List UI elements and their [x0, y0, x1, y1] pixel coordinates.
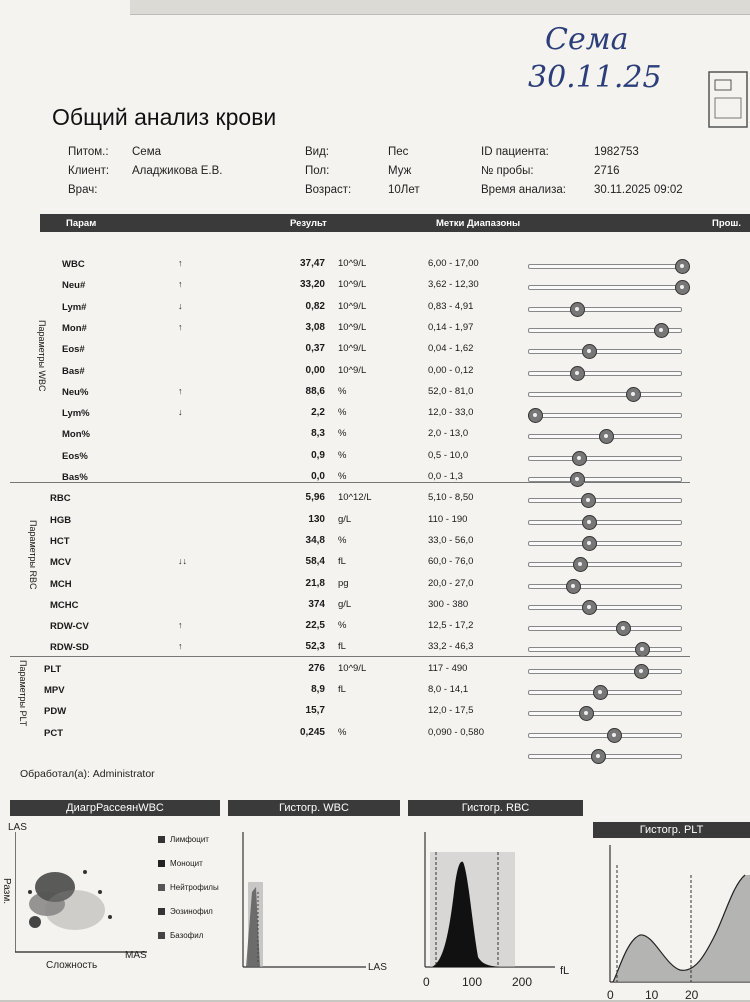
param-value: 3,08	[305, 321, 325, 333]
plt-tick-10: 10	[645, 988, 659, 1002]
param-value: 0,245	[299, 726, 325, 738]
param-value: 8,3	[311, 428, 325, 440]
param-range: 12,0 - 33,0	[428, 407, 474, 419]
param-name: MCHC	[50, 599, 79, 611]
param-unit: 10^9/L	[338, 662, 367, 674]
range-slider	[528, 690, 682, 695]
result-row	[0, 276, 750, 297]
result-row	[0, 489, 750, 510]
sample-value: 2716	[594, 165, 620, 177]
range-slider	[528, 328, 682, 333]
species-label: Вид:	[305, 146, 329, 158]
param-name: Mon%	[62, 429, 90, 441]
rbc-tick-200: 200	[512, 975, 533, 989]
result-row	[0, 340, 750, 361]
result-row	[0, 724, 750, 745]
range-marker	[591, 749, 606, 764]
range-marker	[573, 557, 588, 572]
param-unit: %	[338, 726, 347, 738]
range-slider	[528, 307, 682, 312]
range-slider	[528, 498, 682, 503]
param-value: 22,5	[305, 620, 325, 632]
age-value: 10Лет	[388, 184, 420, 196]
rbc-histogram	[420, 832, 560, 972]
param-name: Lym%	[62, 408, 90, 420]
page-title: Общий анализ крови	[52, 104, 277, 130]
result-row	[0, 660, 750, 681]
rbc-tick-0: 0	[423, 975, 430, 989]
result-row	[0, 447, 750, 468]
range-slider	[528, 733, 682, 738]
result-row	[0, 532, 750, 553]
legend-label: Эозинофил	[170, 907, 213, 916]
param-unit: %	[338, 449, 347, 461]
param-flag: ↓	[178, 407, 183, 418]
pet-value: Сема	[132, 146, 162, 158]
param-unit: 10^9/L	[338, 364, 367, 376]
param-value: 15,7	[305, 705, 325, 717]
param-range: 60,0 - 76,0	[428, 556, 474, 568]
header-param: Парам	[66, 218, 97, 229]
range-marker	[582, 600, 597, 615]
param-value: 2,2	[311, 407, 325, 419]
range-marker	[599, 429, 614, 444]
legend-swatch	[158, 836, 165, 843]
param-name: PCT	[44, 727, 63, 739]
param-unit: 10^9/L	[338, 300, 367, 312]
header-other: Прош.	[712, 218, 741, 229]
scatter-x-label: Сложность	[46, 960, 98, 971]
rbc-tick-100: 100	[462, 975, 483, 989]
range-marker	[582, 515, 597, 530]
sex-value: Муж	[388, 165, 412, 177]
param-name: HCT	[50, 535, 70, 547]
legend-swatch	[158, 932, 165, 939]
param-unit: 10^9/L	[338, 279, 367, 291]
result-row	[0, 255, 750, 276]
client-label: Клиент:	[68, 165, 110, 177]
result-row	[0, 511, 750, 532]
result-row	[0, 575, 750, 596]
param-range: 0,00 - 0,12	[428, 364, 474, 376]
result-row	[0, 362, 750, 383]
param-name: MPV	[44, 685, 65, 696]
legend-swatch	[158, 884, 165, 891]
param-value: 0,00	[305, 364, 325, 376]
param-unit: %	[338, 407, 347, 419]
plt-histogram	[605, 845, 750, 985]
client-value: Аладжикова Е.В.	[132, 165, 223, 177]
param-unit: 10^9/L	[338, 258, 367, 269]
param-unit: 10^9/L	[338, 343, 367, 355]
param-name: WBC	[62, 259, 85, 270]
param-unit: %	[338, 385, 347, 397]
scatter-y2-label: Разм.	[1, 878, 12, 905]
param-value: 37,47	[299, 258, 325, 269]
param-unit: 10^9/L	[338, 321, 367, 333]
group-label-wbc: Параметры WBC	[37, 320, 47, 392]
param-name: Eos#	[62, 344, 85, 356]
param-value: 21,8	[305, 577, 325, 589]
param-name: Bas%	[62, 472, 88, 483]
param-range: 0,5 - 10,0	[428, 449, 469, 461]
result-row	[0, 596, 750, 617]
param-unit: 10^12/L	[338, 492, 372, 504]
handwritten-date: 30.11.25	[528, 60, 662, 95]
param-flag: ↑	[178, 385, 183, 396]
range-marker	[570, 366, 585, 381]
param-range: 33,0 - 56,0	[428, 534, 474, 546]
rbc-histogram-header: Гистогр. RBC	[408, 800, 583, 816]
param-name: RDW-SD	[50, 642, 89, 654]
range-slider	[528, 392, 682, 397]
param-range: 110 - 190	[428, 513, 468, 525]
range-slider	[528, 669, 682, 674]
param-unit: %	[338, 620, 347, 632]
param-unit: pg	[338, 577, 349, 589]
param-name: Eos%	[62, 450, 88, 462]
param-range: 0,83 - 4,91	[428, 300, 474, 312]
result-row	[0, 319, 750, 340]
time-label: Время анализа:	[481, 184, 566, 196]
param-flag: ↑	[178, 620, 183, 631]
param-range: 3,62 - 12,30	[428, 279, 479, 291]
param-range: 33,2 - 46,3	[428, 641, 474, 653]
legend-label: Базофил	[170, 931, 204, 940]
age-label: Возраст:	[305, 184, 352, 196]
range-slider	[528, 562, 682, 567]
scatter-panel-header: ДиагрРассеянWBC	[10, 800, 220, 816]
param-range: 52,0 - 81,0	[428, 385, 474, 397]
scatter-x2-label: MAS	[125, 950, 147, 961]
range-slider	[528, 541, 682, 546]
result-row	[0, 383, 750, 404]
range-marker	[593, 685, 608, 700]
param-unit: %	[338, 428, 347, 440]
param-name: PDW	[44, 706, 67, 718]
param-flag: ↑	[178, 321, 183, 332]
param-flag: ↑	[178, 641, 183, 652]
range-marker	[616, 621, 631, 636]
param-range: 12,5 - 17,2	[428, 620, 474, 632]
range-slider	[528, 434, 682, 439]
result-row	[0, 617, 750, 638]
param-range: 6,00 - 17,00	[428, 258, 479, 269]
analyzer-logo	[705, 68, 750, 133]
range-slider	[528, 371, 682, 376]
legend-label: Моноцит	[170, 859, 203, 868]
range-slider	[528, 584, 682, 589]
param-value: 33,20	[299, 279, 325, 291]
param-unit: %	[338, 534, 347, 546]
param-flag: ↑	[178, 279, 183, 290]
group-divider-plt	[10, 656, 690, 657]
wbc-scatter-plot	[15, 832, 150, 954]
param-unit: g/L	[338, 598, 352, 610]
param-name: Mon#	[62, 322, 87, 334]
range-marker	[675, 259, 690, 274]
param-name: RBC	[50, 493, 71, 505]
range-marker	[581, 493, 596, 508]
range-slider	[528, 711, 682, 716]
range-slider	[528, 264, 682, 269]
range-marker	[634, 664, 649, 679]
range-slider	[528, 626, 682, 631]
range-marker	[675, 280, 690, 295]
scatter-y-label: LAS	[8, 822, 27, 833]
plt-tick-0: 0	[607, 988, 614, 1002]
wbc-histogram-header: Гистогр. WBC	[228, 800, 400, 816]
patient-id-label: ID пациента:	[481, 146, 549, 158]
rbc-axis-unit: fL	[560, 965, 570, 977]
range-slider	[528, 520, 682, 525]
param-range: 20,0 - 27,0	[428, 577, 474, 589]
range-slider	[528, 754, 682, 759]
range-slider	[528, 349, 682, 354]
patient-id-value: 1982753	[594, 146, 639, 158]
range-slider	[528, 285, 682, 290]
header-result: Результ	[290, 218, 327, 229]
legend-label: Нейтрофилы	[170, 883, 219, 892]
wbc-histogram	[238, 832, 398, 972]
legend-label: Лимфоцит	[170, 835, 209, 844]
param-value: 88,6	[305, 385, 325, 397]
processed-by: Обработал(а): Administrator	[20, 768, 155, 780]
param-value: 8,9	[311, 684, 325, 695]
range-marker	[570, 302, 585, 317]
time-value: 30.11.2025 09:02	[594, 184, 683, 196]
param-range: 0,0 - 1,3	[428, 471, 463, 482]
range-slider	[528, 413, 682, 418]
range-marker	[572, 451, 587, 466]
param-range: 0,04 - 1,62	[428, 343, 474, 355]
param-value: 130	[308, 513, 325, 525]
doctor-label: Врач:	[68, 184, 98, 196]
sample-label: № пробы:	[481, 165, 534, 177]
param-value: 0,9	[311, 449, 325, 461]
param-name: Neu#	[62, 280, 86, 292]
result-row	[0, 745, 750, 766]
param-flag: ↑	[178, 258, 183, 268]
param-value: 0,37	[305, 343, 325, 355]
param-range: 0,090 - 0,580	[428, 726, 484, 738]
plt-histogram-header: Гистогр. PLT	[593, 822, 750, 838]
group-divider-rbc	[10, 482, 690, 483]
result-row	[0, 553, 750, 574]
range-marker	[607, 728, 622, 743]
result-row	[0, 425, 750, 446]
param-unit: g/L	[338, 513, 352, 525]
param-name: Lym#	[62, 301, 87, 313]
param-range: 117 - 490	[428, 662, 468, 674]
param-name: MCH	[50, 578, 72, 590]
range-marker	[582, 536, 597, 551]
wbc-hist-axis-label: LAS	[368, 962, 387, 973]
result-row	[0, 404, 750, 425]
range-slider	[528, 605, 682, 610]
plt-tick-20: 20	[685, 988, 699, 1002]
param-range: 12,0 - 17,5	[428, 705, 474, 717]
param-range: 0,14 - 1,97	[428, 321, 474, 333]
param-value: 5,96	[305, 492, 325, 504]
param-flag: ↓	[178, 300, 183, 311]
legend-swatch	[158, 860, 165, 867]
param-unit: fL	[338, 556, 346, 568]
param-value: 0,82	[305, 300, 325, 312]
param-range: 2,0 - 13,0	[428, 428, 469, 440]
result-row	[0, 681, 750, 702]
result-row	[0, 702, 750, 723]
param-unit: %	[338, 471, 347, 482]
param-unit: fL	[338, 684, 346, 695]
group-label-plt: Параметры PLT	[18, 660, 28, 727]
param-name: RDW-CV	[50, 621, 89, 633]
param-value: 374	[308, 598, 325, 610]
page-edge	[130, 0, 750, 15]
header-ranges: Метки Диапазоны	[436, 218, 521, 229]
param-range: 8,0 - 14,1	[428, 684, 469, 695]
species-value: Пес	[388, 146, 409, 158]
range-marker	[566, 579, 581, 594]
range-marker	[654, 323, 669, 338]
range-slider	[528, 456, 682, 461]
range-slider	[528, 647, 682, 652]
group-label-rbc: Параметры RBC	[28, 520, 38, 590]
result-row	[0, 468, 750, 489]
param-value: 34,8	[305, 534, 325, 546]
range-marker	[626, 387, 641, 402]
range-marker	[582, 344, 597, 359]
param-range: 5,10 - 8,50	[428, 492, 474, 504]
param-value: 0,0	[311, 471, 325, 482]
range-marker	[570, 472, 585, 487]
param-name: PLT	[44, 663, 62, 675]
param-name: Bas#	[62, 365, 85, 377]
handwritten-name: Сема	[545, 22, 629, 57]
pet-label: Питом.:	[68, 146, 109, 158]
legend-swatch	[158, 908, 165, 915]
range-marker	[528, 408, 543, 423]
param-name: HGB	[50, 514, 72, 526]
sex-label: Пол:	[305, 165, 330, 177]
result-row	[0, 298, 750, 319]
param-range: 300 - 380	[428, 598, 469, 610]
param-value: 58,4	[305, 556, 325, 568]
param-value: 52,3	[305, 641, 325, 653]
param-name: Neu%	[62, 386, 89, 398]
param-unit: fL	[338, 641, 346, 653]
results-table-header	[40, 214, 750, 232]
param-name: MCV	[50, 557, 72, 569]
range-marker	[579, 706, 594, 721]
param-flag: ↓↓	[178, 556, 187, 567]
param-value: 276	[308, 662, 325, 674]
